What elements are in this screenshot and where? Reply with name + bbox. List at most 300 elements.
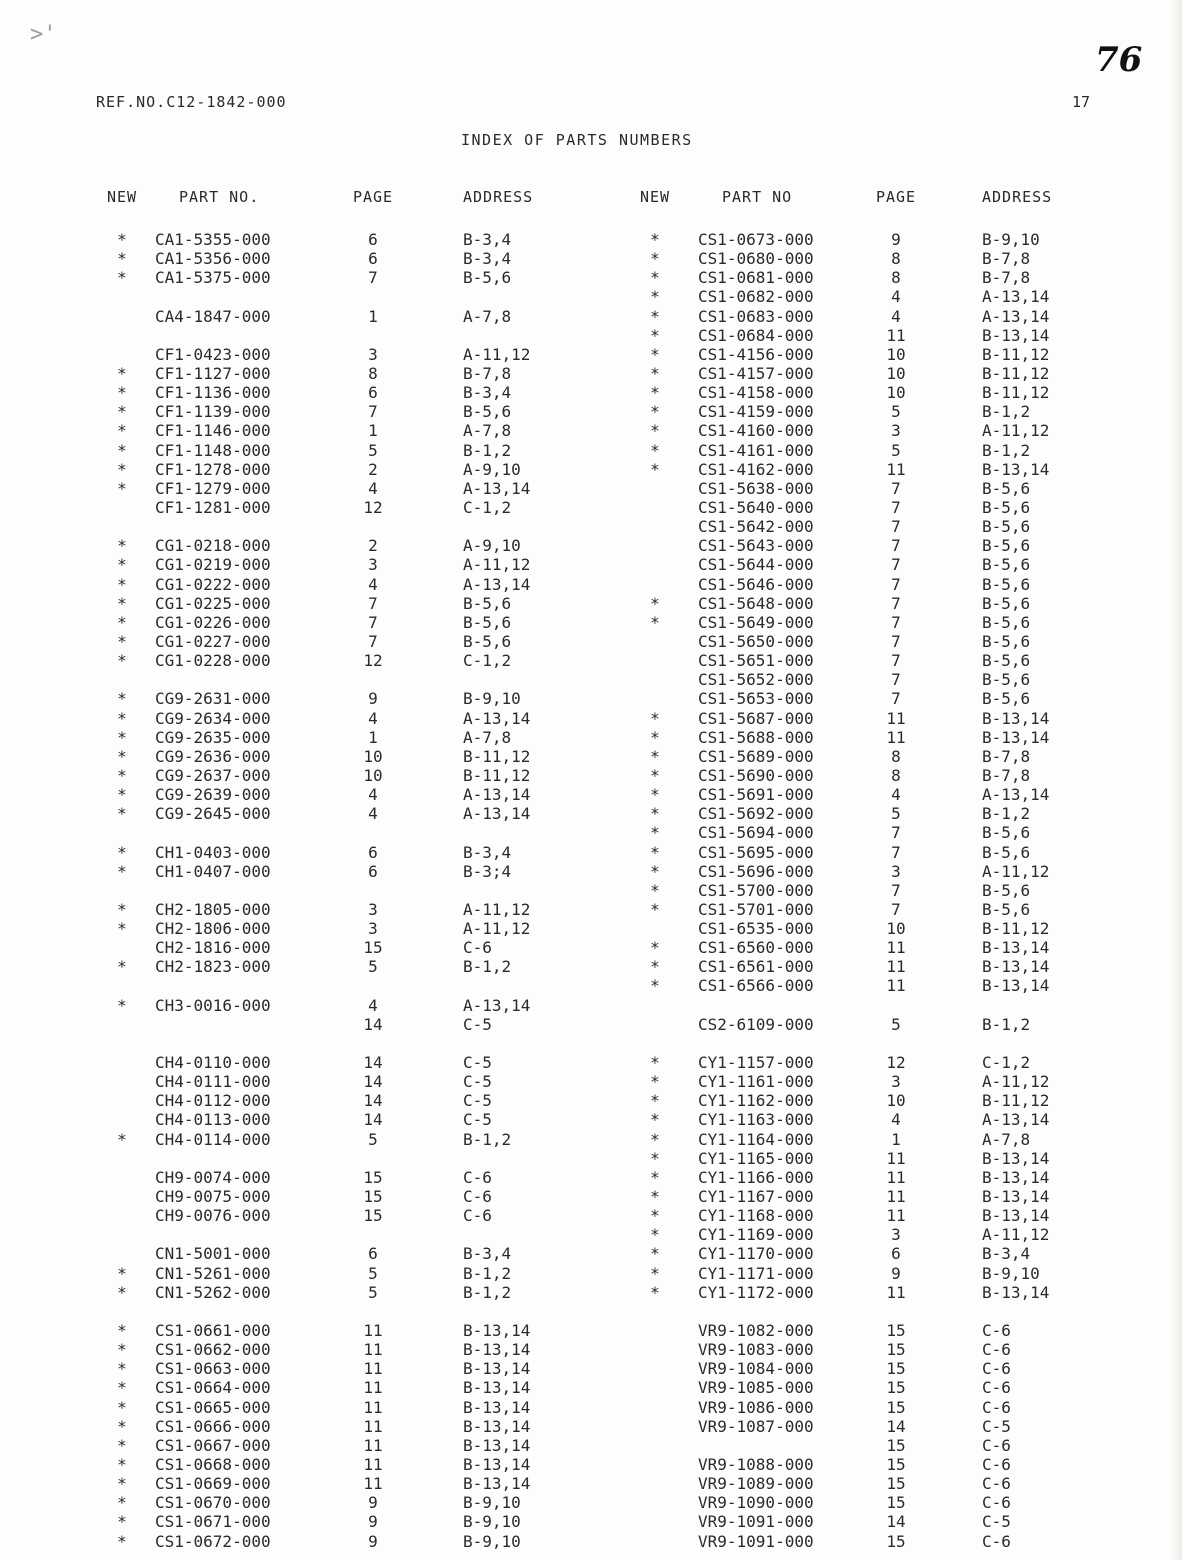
address-ref: A-13,14 [982,287,1050,307]
page-ref: 7 [891,842,901,862]
part-number: CG1-0222-000 [155,574,271,594]
part-number: CS1-5642-000 [698,517,814,537]
table-row [107,555,627,574]
part-number: CY1-1168-000 [698,1206,814,1226]
table-row [107,804,627,823]
page-ref: 10 [886,1091,906,1111]
new-marker: * [117,593,127,613]
table-row [640,230,1160,249]
table-row [640,441,1160,460]
table-row [640,957,1160,976]
new-marker: * [117,1474,127,1494]
page-ref: 4 [368,574,378,594]
address-ref: A-13,14 [463,478,531,498]
part-number: VR9-1091-000 [698,1531,814,1551]
new-marker: * [650,899,660,919]
part-number: CH4-0113-000 [155,1110,271,1130]
table-row [107,268,627,287]
table-row [640,536,1160,555]
part-number: CS1-5644-000 [698,555,814,575]
page-ref: 11 [886,459,906,479]
table-row [640,709,1160,728]
page-ref: 9 [368,1493,378,1513]
table-row [640,976,1160,995]
part-number: CS1-0670-000 [155,1493,271,1513]
table-row [640,919,1160,938]
new-marker: * [117,1340,127,1360]
new-marker: * [650,938,660,958]
address-ref: A-13,14 [463,785,531,805]
page-ref: 14 [363,1110,383,1130]
table-row [640,996,1160,1015]
address-ref: B-11,12 [982,919,1050,939]
new-marker: * [117,1435,127,1455]
table-row [107,1302,627,1321]
table-row [640,1532,1160,1551]
page-ref: 15 [886,1321,906,1341]
part-number: CG1-0219-000 [155,555,271,575]
page-ref: 11 [886,957,906,977]
new-marker: * [650,1167,660,1187]
address-ref: B-1,2 [463,1129,512,1149]
part-number: CH2-1816-000 [155,938,271,958]
header-new: NEW [107,188,138,206]
table-row [107,613,627,632]
address-ref: B-5,6 [982,555,1031,575]
new-marker: * [117,363,127,383]
part-number: CS1-0684-000 [698,325,814,345]
new-marker: * [650,1263,660,1283]
part-number: CS1-6566-000 [698,976,814,996]
page-ref: 11 [363,1416,383,1436]
page-ref: 15 [886,1359,906,1379]
address-ref: B-1,2 [982,804,1031,824]
address-ref: A-13,14 [463,708,531,728]
table-row [107,1474,627,1493]
address-ref: B-5,6 [982,651,1031,671]
part-number: CS1-4160-000 [698,421,814,441]
address-ref: B-3,4 [982,1244,1031,1264]
address-ref: C-6 [982,1321,1011,1341]
new-marker: * [117,727,127,747]
page-ref: 4 [891,287,901,307]
part-number: CS1-5652-000 [698,670,814,690]
table-row [640,460,1160,479]
part-number: CG9-2634-000 [155,708,271,728]
part-number: CG1-0227-000 [155,631,271,651]
address-ref: B-7,8 [982,765,1031,785]
page-ref: 11 [363,1340,383,1360]
reference-number: REF.NO.C12-1842-000 [96,93,287,111]
page-ref: 6 [368,842,378,862]
part-number: CS1-4159-000 [698,402,814,422]
part-number: CS1-5700-000 [698,880,814,900]
address-ref: C-5 [463,1053,492,1073]
table-row [640,862,1160,881]
page-ref: 11 [363,1455,383,1474]
table-row [640,1455,1160,1474]
new-marker: * [650,823,660,843]
address-ref: B-5,6 [463,631,512,651]
table-row [107,364,627,383]
page-ref: 14 [886,1416,906,1436]
table-row [107,1283,627,1302]
part-number: CY1-1157-000 [698,1053,814,1073]
page-ref: 8 [891,765,901,785]
table-row [640,402,1160,421]
address-ref: B-13,14 [982,459,1050,479]
address-ref: C-5 [982,1416,1011,1436]
address-ref: B-13,14 [982,1187,1050,1207]
table-row [640,1340,1160,1359]
new-marker: * [117,555,127,575]
page-ref: 14 [363,1014,383,1034]
table-row [107,307,627,326]
address-ref: B-7,8 [982,268,1031,288]
page-ref: 4 [891,306,901,326]
address-ref: C-6 [982,1340,1011,1360]
table-row [107,1378,627,1397]
table-row [107,1034,627,1053]
table-row [107,1512,627,1531]
table-row [640,1493,1160,1512]
address-ref: B-5,6 [982,689,1031,709]
table-row [640,1034,1160,1053]
address-ref: B-5,6 [982,612,1031,632]
address-ref: B-7,8 [463,363,512,383]
new-marker: * [650,383,660,403]
address-ref: B-5,6 [982,478,1031,498]
table-row [640,1110,1160,1129]
page-ref: 1 [891,1129,901,1149]
page-ref: 10 [363,746,383,766]
table-row [640,1283,1160,1302]
part-number: CS1-0673-000 [698,230,814,249]
table-row [640,268,1160,287]
part-number: CG1-0218-000 [155,536,271,556]
address-ref: B-1,2 [982,440,1031,460]
part-number: CY1-1171-000 [698,1263,814,1283]
page-number: 17 [1072,93,1091,111]
page-title: INDEX OF PARTS NUMBERS [461,131,693,149]
table-row [640,728,1160,747]
part-number: CH4-0111-000 [155,1072,271,1092]
page-ref: 7 [891,689,901,709]
part-number: CH3-0016-000 [155,995,271,1015]
table-row [107,402,627,421]
page-ref: 11 [886,727,906,747]
address-ref: B-13,14 [982,957,1050,977]
page-ref: 14 [363,1091,383,1111]
new-marker: * [117,746,127,766]
address-ref: A-9,10 [463,536,521,556]
table-row [640,1206,1160,1225]
address-ref: B-3;4 [463,861,512,881]
page-ref: 7 [368,402,378,422]
part-number: CS1-0661-000 [155,1321,271,1341]
page-ref: 6 [368,861,378,881]
part-number: CG9-2637-000 [155,765,271,785]
address-ref: C-5 [463,1110,492,1130]
new-marker: * [117,919,127,939]
page-ref: 6 [368,230,378,249]
part-number: CF1-1278-000 [155,459,271,479]
part-number: CS1-5649-000 [698,612,814,632]
page-ref: 15 [886,1378,906,1398]
new-marker: * [117,536,127,556]
part-number: VR9-1088-000 [698,1455,814,1474]
new-marker: * [650,402,660,422]
page-ref: 7 [891,880,901,900]
table-row [640,1091,1160,1110]
table-row [640,1149,1160,1168]
page-ref: 3 [891,1072,901,1092]
table-row [640,651,1160,670]
new-marker: * [117,1531,127,1551]
table-row [107,900,627,919]
part-number: CF1-1127-000 [155,363,271,383]
address-ref: B-5,6 [982,842,1031,862]
new-marker: * [650,287,660,307]
new-marker: * [117,708,127,728]
page-ref: 4 [891,785,901,805]
part-number: CS1-0667-000 [155,1435,271,1455]
page-ref: 8 [891,249,901,269]
new-marker: * [650,765,660,785]
page-ref: 11 [886,708,906,728]
table-row [640,307,1160,326]
part-number: CH2-1806-000 [155,919,271,939]
address-ref: B-1,2 [463,1282,512,1302]
address-ref: B-11,12 [463,746,531,766]
address-ref: B-13,14 [463,1340,531,1360]
part-number: CY1-1170-000 [698,1244,814,1264]
new-marker: * [117,765,127,785]
table-row [640,785,1160,804]
page-ref: 9 [368,1531,378,1551]
address-ref: B-5,6 [982,517,1031,537]
page-ref: 11 [363,1474,383,1494]
table-row [107,976,627,995]
address-ref: B-5,6 [982,574,1031,594]
table-row [640,1302,1160,1321]
part-number: CY1-1161-000 [698,1072,814,1092]
part-number: CY1-1169-000 [698,1225,814,1245]
table-row [640,613,1160,632]
page-ref: 7 [891,631,901,651]
table-row [640,670,1160,689]
part-number: CF1-1281-000 [155,497,271,517]
new-marker: * [650,363,660,383]
new-marker: * [650,804,660,824]
table-row [107,785,627,804]
table-row [107,479,627,498]
address-ref: B-5,6 [982,593,1031,613]
right-rows [640,230,1160,1551]
address-ref: B-13,14 [463,1321,531,1341]
address-ref: B-5,6 [463,612,512,632]
new-marker: * [117,421,127,441]
table-row [640,747,1160,766]
part-number: CS1-0671-000 [155,1512,271,1532]
address-ref: B-13,14 [982,727,1050,747]
table-row [640,1244,1160,1263]
part-number: CS1-5650-000 [698,631,814,651]
table-row [640,1072,1160,1091]
table-row [107,326,627,345]
part-number: CG1-0228-000 [155,651,271,671]
part-number: CS1-0681-000 [698,268,814,288]
table-row [107,996,627,1015]
table-row [107,709,627,728]
new-marker: * [117,804,127,824]
page-ref: 8 [891,268,901,288]
part-number: CS1-5688-000 [698,727,814,747]
page-ref: 10 [886,383,906,403]
table-row [107,1340,627,1359]
page-ref: 5 [891,402,901,422]
page-ref: 9 [891,230,901,249]
page-ref: 3 [891,421,901,441]
address-ref: A-11,12 [982,861,1050,881]
part-number: CG1-0226-000 [155,612,271,632]
new-marker: * [650,230,660,249]
part-number: CA1-5375-000 [155,268,271,288]
new-marker: * [117,612,127,632]
address-ref: B-11,12 [982,383,1050,403]
part-number: CS1-5690-000 [698,765,814,785]
new-marker: * [117,383,127,403]
part-number: CS1-5695-000 [698,842,814,862]
page-ref: 7 [368,612,378,632]
page-ref: 15 [886,1493,906,1513]
page-ref: 5 [368,440,378,460]
new-marker: * [650,957,660,977]
part-number: VR9-1084-000 [698,1359,814,1379]
table-row [107,421,627,440]
table-row [107,230,627,249]
part-number: VR9-1086-000 [698,1397,814,1417]
page-ref: 10 [363,765,383,785]
table-row [107,1455,627,1474]
left-index-table [107,188,627,1551]
part-number: CS1-5701-000 [698,899,814,919]
page-ref: 14 [886,1512,906,1532]
table-row [107,1091,627,1110]
table-row [640,1187,1160,1206]
new-marker: * [650,708,660,728]
table-row [107,1417,627,1436]
part-number: CS1-5694-000 [698,823,814,843]
part-number: CG9-2631-000 [155,689,271,709]
part-number: CS1-5638-000 [698,478,814,498]
table-row [640,1378,1160,1397]
new-marker: * [117,1129,127,1149]
table-row [107,1359,627,1378]
table-row [107,689,627,708]
table-row [640,843,1160,862]
part-number: CF1-1136-000 [155,383,271,403]
address-ref: C-6 [982,1531,1011,1551]
new-marker: * [650,727,660,747]
page-ref: 15 [886,1397,906,1417]
new-marker: * [117,1455,127,1474]
page-ref: 1 [368,727,378,747]
address-ref: B-9,10 [463,1531,521,1551]
new-marker: * [650,1244,660,1264]
page-ref: 6 [368,1244,378,1264]
page-ref: 11 [886,976,906,996]
header-part-no: PART NO. [179,188,260,206]
page-ref: 7 [891,612,901,632]
page-ref: 15 [886,1531,906,1551]
table-row [640,1436,1160,1455]
header-page: PAGE [875,188,917,206]
part-number: CA1-5355-000 [155,230,271,249]
new-marker: * [650,1282,660,1302]
page-ref: 5 [891,804,901,824]
address-ref: C-6 [463,1167,492,1187]
table-row [640,249,1160,268]
page-ref: 11 [363,1359,383,1379]
page-ref: 11 [363,1321,383,1341]
address-ref: B-13,14 [463,1359,531,1379]
part-number: CG9-2635-000 [155,727,271,747]
table-row [107,881,627,900]
page-ref: 12 [363,497,383,517]
address-ref: B-1,2 [982,1014,1031,1034]
page-ref: 7 [891,899,901,919]
new-marker: * [117,899,127,919]
table-row [640,575,1160,594]
part-number: CG9-2645-000 [155,804,271,824]
part-number: CS1-5692-000 [698,804,814,824]
part-number: CS1-5651-000 [698,651,814,671]
page-ref: 6 [368,383,378,403]
new-marker: * [650,842,660,862]
scan-edge-shadow [1170,0,1182,1560]
new-marker: * [117,1416,127,1436]
new-marker: * [650,1187,660,1207]
table-row [107,517,627,536]
part-number: CS1-0665-000 [155,1397,271,1417]
table-row [107,287,627,306]
table-row [107,441,627,460]
table-row [640,900,1160,919]
part-number: CS1-0662-000 [155,1340,271,1360]
page-ref: 3 [368,555,378,575]
table-row [640,326,1160,345]
table-row [107,632,627,651]
address-ref: A-11,12 [982,421,1050,441]
part-number: CS1-0672-000 [155,1531,271,1551]
table-row [107,460,627,479]
new-marker: * [117,268,127,288]
part-number: CS1-5646-000 [698,574,814,594]
address-ref: B-9,10 [463,689,521,709]
new-marker: * [117,689,127,709]
address-ref: B-13,14 [463,1455,531,1474]
table-row [640,421,1160,440]
table-row [640,383,1160,402]
address-ref: C-6 [463,1187,492,1207]
new-marker: * [650,1053,660,1073]
table-row [107,1206,627,1225]
page-ref: 7 [891,670,901,690]
new-marker: * [117,249,127,269]
table-row [640,498,1160,517]
table-row [107,383,627,402]
